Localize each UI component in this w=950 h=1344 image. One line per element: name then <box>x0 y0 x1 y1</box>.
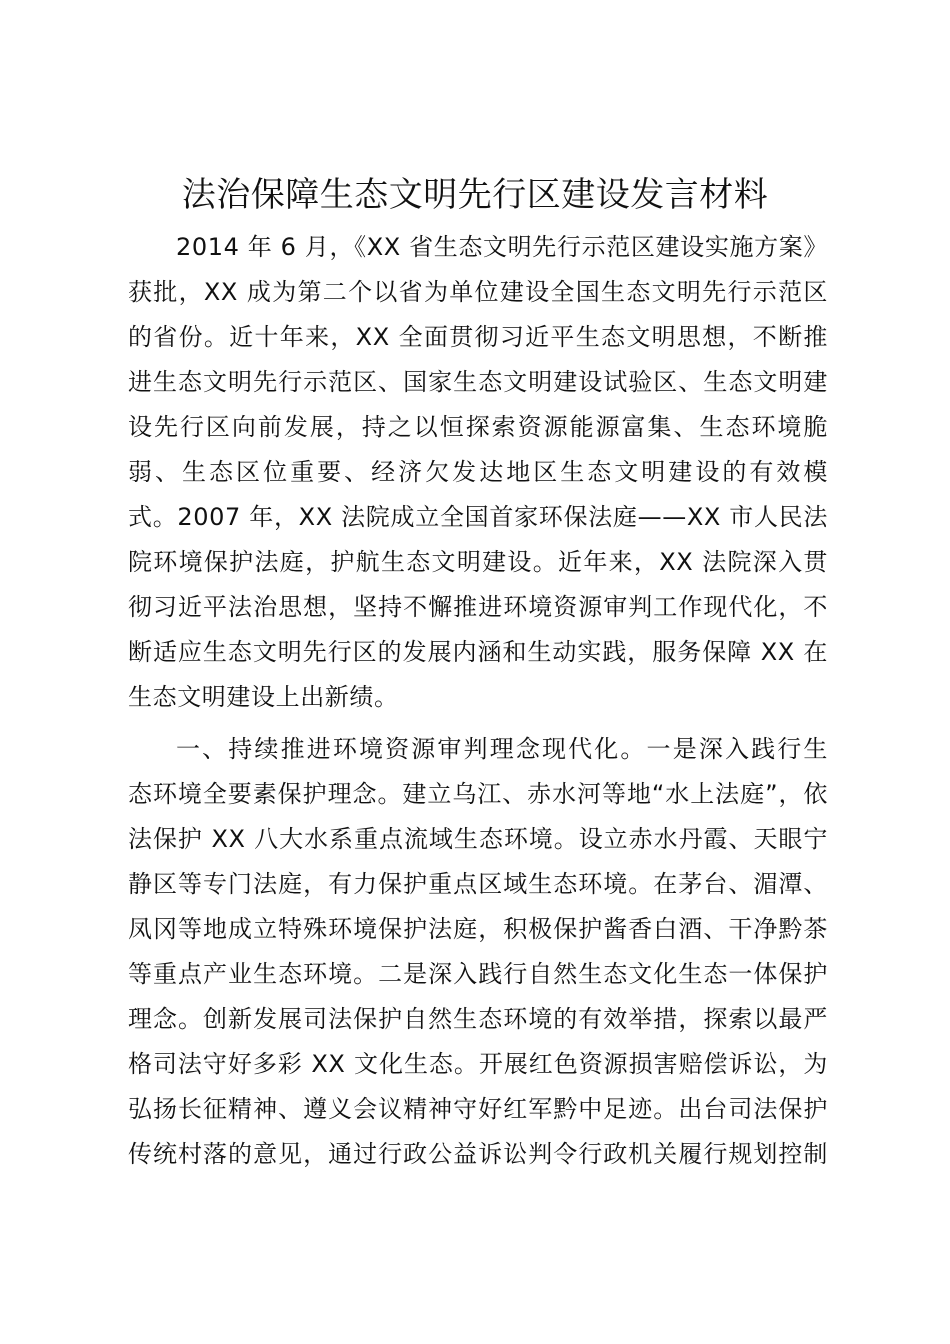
paragraph-line: 进生态文明先行示范区、国家生态文明建设试验区、生态文明建 <box>128 368 828 396</box>
paragraph-line: 等重点产业生态环境。二是深入践行自然生态文化生态一体保护 <box>128 960 828 988</box>
paragraph-spacer <box>128 720 828 727</box>
paragraph-line: 获批，XX 成为第二个以省为单位建设全国生态文明先行示范区 <box>128 278 828 306</box>
paragraph-line: 态环境全要素保护理念。建立乌江、赤水河等地“水上法庭”，依 <box>128 780 828 808</box>
paragraph-line: 弘扬长征精神、遵义会议精神守好红军黔中足迹。出台司法保护 <box>128 1095 828 1123</box>
paragraph-line: 格司法守好多彩 XX 文化生态。开展红色资源损害赔偿诉讼，为 <box>128 1050 828 1078</box>
paragraph-line: 一、持续推进环境资源审判理念现代化。一是深入践行生 <box>176 735 828 763</box>
paragraph-line: 设先行区向前发展，持之以恒探索资源能源富集、生态环境脆 <box>128 413 828 441</box>
paragraph-line: 院环境保护法庭，护航生态文明建设。近年来，XX 法院深入贯 <box>128 548 828 576</box>
paragraph-2 <box>128 727 828 1177</box>
paragraph-line: 生态文明建设上出新绩。 <box>128 683 399 711</box>
paragraph-line: 2014 年 6 月，《XX 省生态文明先行示范区建设实施方案》 <box>176 233 828 261</box>
paragraph-line: 理念。创新发展司法保护自然生态环境的有效举措，探索以最严 <box>128 1005 828 1033</box>
paragraph-line: 法保护 XX 八大水系重点流域生态环境。设立赤水丹霞、天眼宁 <box>128 825 828 853</box>
paragraph-line: 的省份。近十年来，XX 全面贯彻习近平生态文明思想，不断推 <box>128 323 828 351</box>
paragraph-line: 式。2007 年，XX 法院成立全国首家环保法庭——XX 市人民法 <box>128 503 828 531</box>
paragraph-line: 彻习近平法治思想，坚持不懈推进环境资源审判工作现代化，不 <box>128 593 828 621</box>
paragraph-line: 断适应生态文明先行区的发展内涵和生动实践，服务保障 XX 在 <box>128 638 828 666</box>
paragraph-line: 传统村落的意见，通过行政公益诉讼判令行政机关履行规划控制 <box>128 1140 828 1168</box>
paragraph-line: 弱、生态区位重要、经济欠发达地区生态文明建设的有效模 <box>128 458 828 486</box>
paragraph-line: 凤冈等地成立特殊环境保护法庭，积极保护酱香白酒、干净黔茶 <box>128 915 828 943</box>
paragraph-1 <box>128 225 828 720</box>
document-title: 法治保障生态文明先行区建设发言材料 <box>181 175 769 215</box>
paragraph-line: 静区等专门法庭，有力保护重点区域生态环境。在茅台、湄潭、 <box>128 870 828 898</box>
document-body <box>128 225 828 1177</box>
